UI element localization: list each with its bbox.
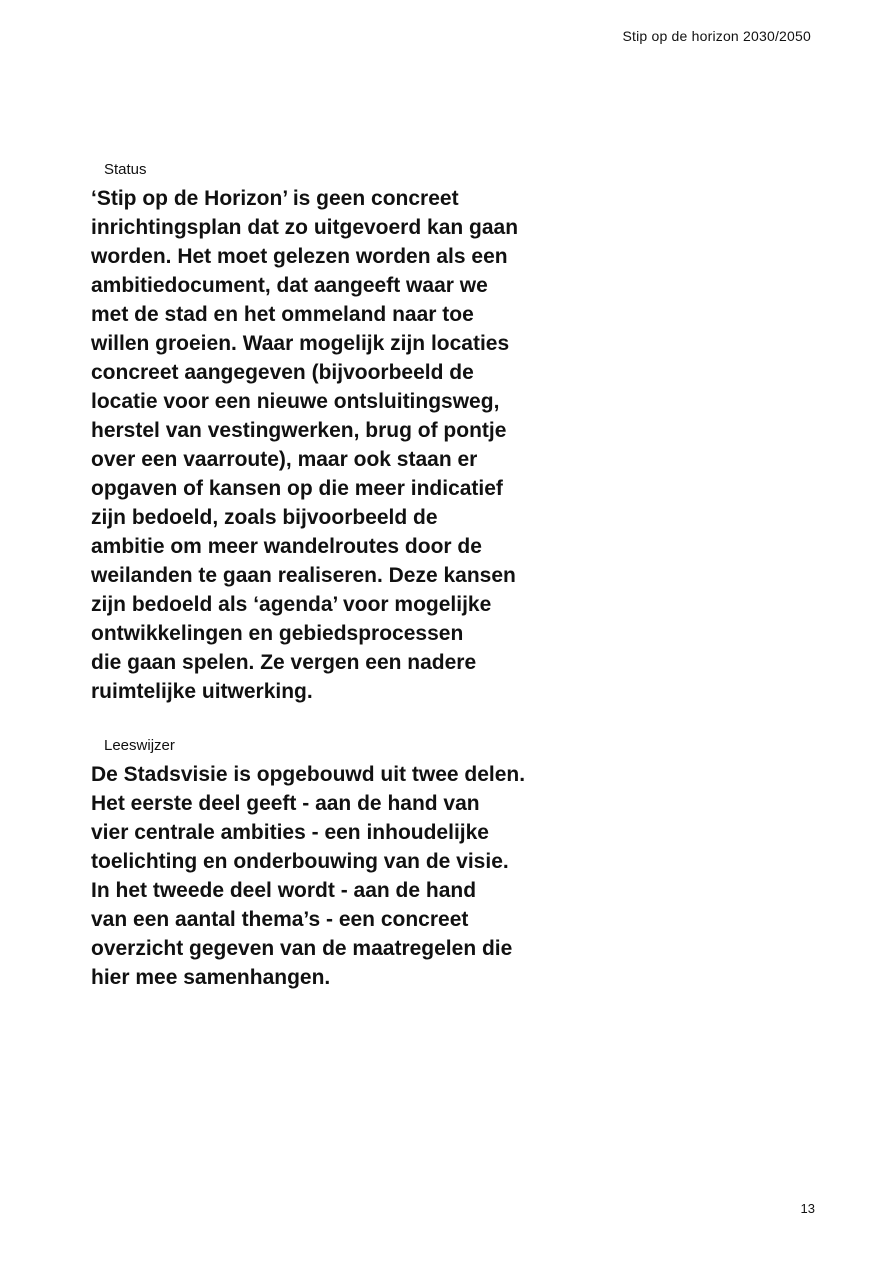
- text-line: ambitiedocument, dat aangeeft waar we: [91, 274, 488, 297]
- text-line: over een vaarroute), maar ook staan er: [91, 448, 478, 471]
- text-line: ontwikkelingen en gebiedsprocessen: [91, 622, 464, 645]
- section-label-status: Status: [104, 161, 147, 178]
- text-line: opgaven of kansen op die meer indicatief: [91, 477, 503, 500]
- text-line: die gaan spelen. Ze vergen een nadere: [91, 651, 477, 674]
- status-section: [91, 160, 591, 706]
- text-line: concreet aangegeven (bijvoorbeeld de: [91, 361, 474, 384]
- text-line: De Stadsvisie is opgebouwd uit twee delen.: [91, 763, 526, 786]
- text-line: zijn bedoeld, zoals bijvoorbeeld de: [91, 506, 438, 529]
- text-line: ruimtelijke uitwerking.: [91, 680, 313, 703]
- text-line: hier mee samenhangen.: [91, 966, 331, 989]
- text-line: zijn bedoeld als ‘agenda’ voor mogelijke: [91, 593, 492, 616]
- text-line: Het eerste deel geeft - aan de hand van: [91, 792, 480, 815]
- text-line: met de stad en het ommeland naar toe: [91, 303, 474, 326]
- running-header: Stip op de horizon 2030/2050: [622, 28, 811, 44]
- text-line: van een aantal thema’s - een concreet: [91, 908, 469, 931]
- text-line: vier centrale ambities - een inhoudelijke: [91, 821, 489, 844]
- page-number: 13: [800, 1201, 815, 1216]
- leeswijzer-paragraph: [91, 760, 591, 992]
- text-line: In het tweede deel wordt - aan de hand: [91, 879, 477, 902]
- text-line: weilanden te gaan realiseren. Deze kansen: [91, 564, 516, 587]
- text-line: ambitie om meer wandelroutes door de: [91, 535, 482, 558]
- text-line: herstel van vestingwerken, brug of pontje: [91, 419, 507, 442]
- text-line: willen groeien. Waar mogelijk zijn locaties: [91, 332, 510, 355]
- status-paragraph: [91, 184, 591, 706]
- text-line: locatie voor een nieuwe ontsluitingsweg,: [91, 390, 500, 413]
- text-line: inrichtingsplan dat zo uitgevoerd kan gaan: [91, 216, 519, 239]
- section-label-leeswijzer: Leeswijzer: [104, 737, 175, 754]
- text-line: worden. Het moet gelezen worden als een: [91, 245, 508, 268]
- leeswijzer-section: [91, 736, 591, 992]
- text-line: ‘Stip op de Horizon’ is geen concreet: [91, 187, 459, 210]
- text-line: overzicht gegeven van de maatregelen die: [91, 937, 513, 960]
- text-line: toelichting en onderbouwing van de visie.: [91, 850, 509, 873]
